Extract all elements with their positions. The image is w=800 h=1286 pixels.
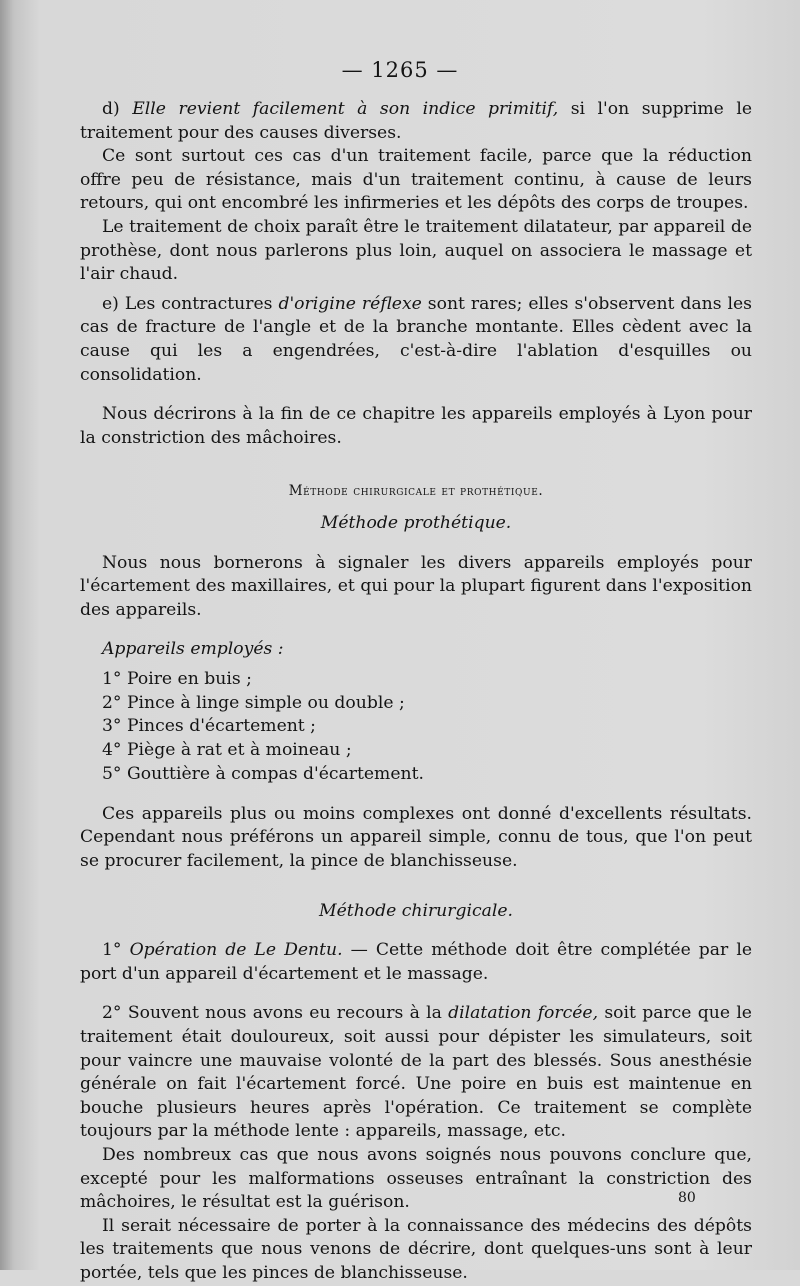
paragraph-5: Ces appareils plus ou moins complexes ont donné d'excellents résultats. Cependant nous préférons un appareil simple, connu de tous, que l'on peut se procurer facilement, la pince de blanchisseuse. <box>80 803 752 872</box>
subheading-chirurgicale: Méthode chirurgicale. <box>319 900 513 921</box>
paragraph-e-pre: Les contractures <box>118 293 279 314</box>
paragraph-e <box>80 293 752 387</box>
paragraph-6: Des nombreux cas que nous avons soignés nous pouvons conclure que, excepté pour les malformations osseuses entraînant la constriction des mâchoires, le résultat est la guérison. <box>80 1144 752 1213</box>
paragraph-e-text: sont rares; elles s'observent dans les cas de fracture de l'angle et de la branche montante. Elles cèdent avec la cause qui les a engendrées, c'est-à-dire l'ablation d'esquilles ou consolidation. <box>80 293 752 385</box>
list-item: 5° Gouttière à compas d'écartement. <box>102 764 424 785</box>
op2-text: soit parce que le traitement était douloureux, soit aussi pour dépister les simulateurs, soit pour vaincre une mauvaise volonté de la part des blessés. Sous anesthésie générale on fait l'écartement forcé. Une poire en buis est maintenue en bouche plusieurs heures après l'opération. Ce traitement se complète toujours par la méthode lente : appareils, massage, etc. <box>80 1003 752 1142</box>
paragraph-op1 <box>80 939 752 986</box>
paragraph-d-italic: Elle revient facilement à son indice primitif, <box>132 99 559 119</box>
item-label-e: e) <box>102 293 119 314</box>
list-item: 1° Poire en buis ; <box>102 668 252 689</box>
paragraph-3: Nous décrirons à la fin de ce chapitre les appareils employés à Lyon pour la constriction des mâchoires. <box>80 404 752 448</box>
paragraph-e-italic: d'origine réflexe <box>278 293 422 314</box>
subheading-prothetique: Méthode prothétique. <box>320 512 512 533</box>
list-item: 4° Piège à rat et à moineau ; <box>102 740 352 761</box>
list-item: 2° Pince à linge simple ou double ; <box>102 692 405 713</box>
item-label-d: d) <box>102 99 120 119</box>
signature-mark: 80 <box>678 1190 696 1206</box>
paragraph-d-text: si l'on supprime le traitement pour des causes diverses. <box>80 99 752 143</box>
op1-italic: Opération de Le Dentu. <box>129 940 343 961</box>
op1-text: — Cette méthode doit être complétée par le port d'un appareil d'écartement et le massage. <box>80 940 752 984</box>
op2-pre: 2° Souvent nous avons eu recours à la <box>102 1003 449 1024</box>
appareils-list <box>80 668 752 787</box>
op2-italic: dilatation forcée, <box>448 1003 599 1024</box>
paragraph-2: Le traitement de choix paraît être le traitement dilatateur, par appareil de prothèse, dont nous parlerons plus loin, auquel on associera le massage et l'air chaud. <box>80 216 752 285</box>
paragraph-7: Il serait nécessaire de porter à la connaissance des médecins des dépôts les traitements que nous venons de décrire, dont quelques-uns sont à leur portée, tels que les pinces de blanchisseuse. <box>80 1215 752 1283</box>
list-item: 3° Pinces d'écartement ; <box>102 716 316 737</box>
section-heading: Méthode chirurgicale et prothétique. <box>288 483 544 500</box>
paragraph-1: Ce sont surtout ces cas d'un traitement facile, parce que la réduction offre peu de résistance, mais d'un traitement continu, à cause de leurs retours, qui ont encombré les infirmeries et les dépôts des corps de troupes. <box>80 146 752 214</box>
paragraph-4: Nous nous bornerons à signaler les divers appareils employés pour l'écartement des maxillaires, et qui pour la plupart figurent dans l'exposition des appareils. <box>80 552 752 620</box>
page-number: — 1265 — <box>341 58 459 82</box>
op1-number: 1° <box>102 940 122 961</box>
appareils-label: Appareils employés : <box>102 639 284 660</box>
paragraph-d <box>80 98 752 145</box>
paragraph-op2 <box>80 1002 752 1144</box>
page-body <box>80 98 752 1286</box>
